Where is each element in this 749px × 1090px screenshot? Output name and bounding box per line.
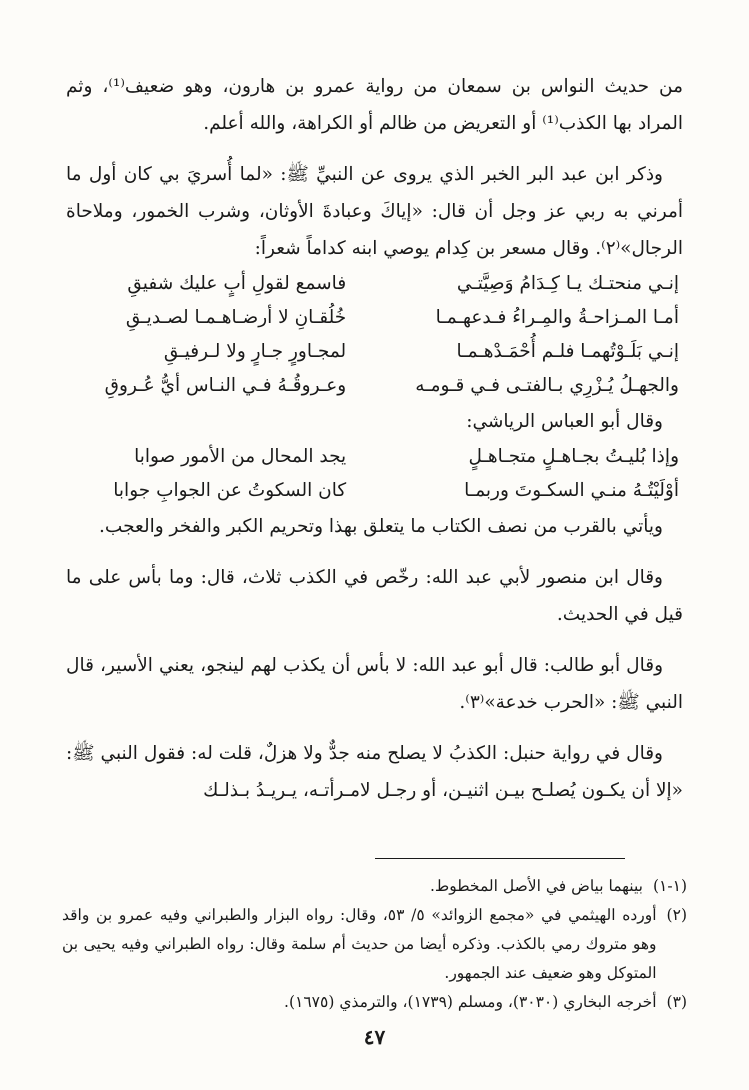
paragraph-4: ويأتي بالقرب من نصف الكتاب ما يتعلق بهذا وتحريم الكبر والفخر والعجب.	[99, 516, 663, 537]
poem-verse	[66, 301, 683, 335]
verse-first-hemistich: إنـي بَلَـوْتُهمـا فلـم أُحْمَـدْهـمـا	[456, 341, 679, 362]
poem-verse	[66, 440, 683, 474]
paragraph-1: من حديث النواس بن سمعان من رواية عمرو بن هارون، وهو ضعيف⁽¹⁾، وثم المراد بها الكذب⁽¹⁾ أو التعريض من ظالم أو الكراهة، والله أعلم.	[66, 76, 683, 134]
footnote	[62, 988, 687, 1017]
footnote	[62, 901, 687, 988]
poem-verse	[66, 267, 683, 301]
poem-verse	[66, 335, 683, 369]
verse-first-hemistich: وإذا بُليـتُ بجـاهـلٍ متجـاهـلٍ	[468, 446, 679, 467]
footnote-separator	[375, 858, 625, 859]
verse-second-hemistich: وعـروقُـهُ فـي النـاس أيُّ عُـروقِ	[104, 375, 347, 396]
poem-1	[66, 267, 683, 403]
footnote-text: بينهما بياض في الأصل المخطوط.	[429, 877, 643, 895]
footnote-text: أخرجه البخاري (٣٠٣٠)، ومسلم (١٧٣٩)، والترمذي (١٦٧٥).	[284, 993, 657, 1011]
paragraph-7: وقال في رواية حنبل: الكذبُ لا يصلح منه جدٌّ ولا هزلٌ، قلت له: فقول النبي ﷺ: «إلا أن يكـون يُصلـح بيـن اثنيـن، أو رجـل لامـرأتـه، يـريـدُ بـذلـك	[66, 743, 683, 801]
paragraph-6: وقال أبو طالب: قال أبو عبد الله: لا بأس أن يكذب لهم لينجو، يعني الأسير، قال النبي ﷺ: «الحرب خدعة»⁽٣⁾.	[66, 655, 683, 713]
poem-2	[66, 440, 683, 508]
verse-first-hemistich: إنـي منحتـك يـا كِـدَامُ وَصِيَّتـي	[456, 273, 679, 294]
footnote-number: (٣)	[666, 993, 687, 1011]
footnotes	[62, 872, 687, 1017]
verse-second-hemistich: خُلُقـانِ لا أرضـاهـمـا لصـديـقِ	[125, 307, 347, 328]
footnote-number: (١-١)	[652, 877, 687, 895]
verse-first-hemistich: والجهـلُ يُـزْرِي بـالفتـى فـي قـومـه	[415, 375, 679, 396]
poem-verse	[66, 369, 683, 403]
page-number: ٤٧	[363, 1025, 386, 1049]
footnote-number: (٢)	[666, 906, 687, 924]
verse-first-hemistich: أمـا المـزاحـةُ والمِـراءُ فـدعهـمـا	[435, 307, 679, 328]
footnote	[62, 872, 687, 901]
paragraph-2: وذكر ابن عبد البر الخبر الذي يروى عن النبيِّ ﷺ: «لما أُسريَ بي كان أول ما أمرني به ربي عز وجل أن قال: «إياكَ وعبادةَ الأوثان، وشرب الخمور، وملاحاة الرجال»⁽٢⁾. وقال مسعر بن كِدام يوصي ابنه كداماً شعراً:	[66, 164, 683, 259]
verse-second-hemistich: فاسمع لقولِ أبٍ عليك شفيقِ	[127, 273, 347, 294]
verse-first-hemistich: أوْلَيْتُـهُ منـي السكـوتَ وربمـا	[464, 480, 679, 501]
poem-verse	[66, 474, 683, 508]
paragraph-5: وقال ابن منصور لأبي عبد الله: رخّص في الكذب ثلاث، قال: وما بأس على ما قيل في الحديث.	[66, 567, 683, 625]
verse-second-hemistich: لمجـاورٍ جـارٍ ولا لـرفيـقِ	[163, 341, 347, 362]
footnote-text: أورده الهيثمي في «مجمع الزوائد» ٥/ ٥٣، وقال: رواه البزار والطبراني وفيه عمرو بن واقد وهو متروك رمي بالكذب. وذكره أيضا من حديث أم سلمة وقال: رواه الطبراني وفيه يحيى بن المتوكل وهو ضعيف عند الجمهور.	[62, 906, 657, 982]
verse-second-hemistich: يجد المحال من الأمور صوابا	[134, 446, 347, 467]
verse-second-hemistich: كان السكوتُ عن الجوابِ جوابا	[113, 480, 347, 501]
paragraph-3: وقال أبو العباس الرياشي:	[466, 411, 663, 432]
